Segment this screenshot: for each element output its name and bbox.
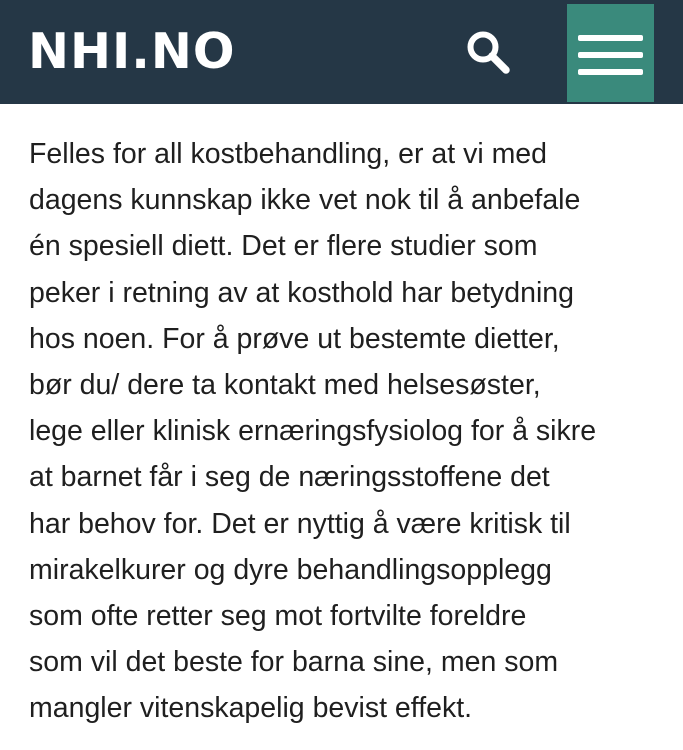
hamburger-menu-icon-bar [578,69,643,75]
site-logo[interactable]: NHI.NO [28,23,236,80]
article-line: mangler vitenskapelig bevist effekt. [29,692,473,725]
hamburger-menu-icon [578,35,643,41]
article-line: bør du/ dere ta kontakt med helsesøster, [29,369,541,402]
menu-button[interactable] [567,4,654,102]
article-line: lege eller klinisk ernæringsfysiolog for å sikre [29,415,597,448]
article-line: har behov for. Det er nyttig å være kritisk til [29,507,571,540]
article-line: Felles for all kostbehandling, er at vi med [29,138,548,170]
article-line: hos noen. For å prøve ut bestemte dietter, [29,322,560,355]
article-content [29,131,669,732]
article-line: dagens kunnskap ikke vet nok til å anbefale [29,184,581,217]
article-line: som vil det beste for barna sine, men som [29,646,559,679]
search-icon [465,29,511,75]
search-button[interactable] [458,26,518,78]
article-line: peker i retning av at kosthold har betydning [29,276,575,309]
site-header [0,0,683,104]
article-line: én spesiell diett. Det er flere studier som [29,230,538,263]
article-line: mirakelkurer og dyre behandlingsopplegg [29,553,552,586]
article-line: som ofte retter seg mot fortvilte foreldre [29,600,527,633]
hamburger-menu-icon-bar [578,52,643,58]
article-line: at barnet får i seg de næringsstoffene det [29,461,550,494]
article-paragraph [29,131,669,732]
